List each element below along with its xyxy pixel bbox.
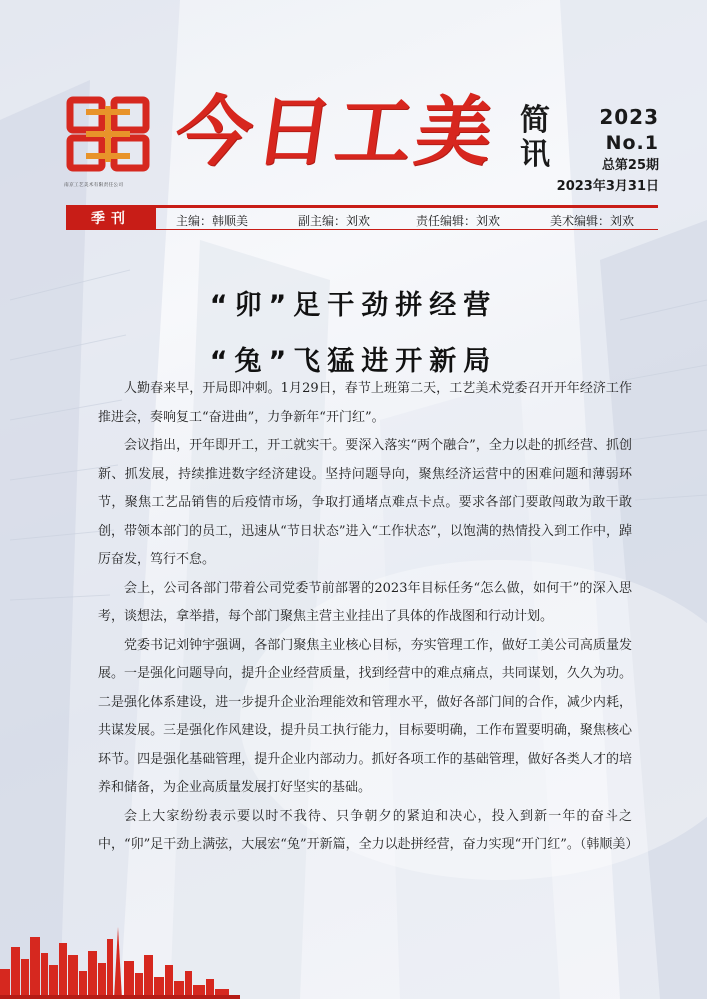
art-editor-credit: 美术编辑：刘欢 <box>550 214 635 228</box>
issue-number: No.1 <box>605 132 659 154</box>
issue-year: 2023 <box>599 105 659 129</box>
season-tag: 季刊 <box>66 208 156 230</box>
skyline-decoration-icon <box>0 925 240 999</box>
editor-bar <box>66 205 658 231</box>
chief-editor-credit: 主编：韩顺美 <box>176 214 249 228</box>
deputy-editor-credit: 副主编：刘欢 <box>298 214 371 228</box>
responsible-editor-credit: 责任编辑：刘欢 <box>416 214 501 228</box>
logo-caption: 南京工艺美术有限责任公司 <box>64 181 124 188</box>
masthead-subtitle-line1: 简 <box>520 103 550 138</box>
issue-total: 总第25期 <box>601 158 659 173</box>
article-paragraph: 会上，公司各部门带着公司党委节前部署的2023年目标任务“怎么做，如何干”的深入思考，谈想法，拿举措，每个部门聚焦主营主业挂出了具体的作战图和行动计划。 <box>98 580 632 624</box>
issue-date: 2023年3月31日 <box>556 179 659 194</box>
company-logo-icon <box>66 96 150 172</box>
article-body <box>98 375 639 860</box>
article-paragraph: 党委书记刘钟宇强调，各部门聚焦主业核心目标，夯实管理工作，做好工美公司高质量发展。一是强化问题导向，提升企业经营质量，找到经营中的难点痛点，共同谋划，久久为功。二是强化体系建设，进一步提升企业治理能效和管理水平，做好各部门间的合作，减少内耗，共谋发展。三是强化作风建设，提升员工执行能力，目标要明确，工作布置要明确，聚焦核心环节。四是强化基础管理，提升企业内部动力。抓好各项工作的基础管理，做好各类人才的培养和储备，为企业高质量发展打好坚实的基础。 <box>98 637 632 795</box>
headline-line-2: “兔”飞猛进开新局 <box>209 346 498 377</box>
headline-line-1: “卯”足干劲拼经营 <box>209 290 498 321</box>
masthead-subtitle-line2: 讯 <box>520 137 550 172</box>
article-paragraph: 会议指出，开年即开工，开工就实干。要深入落实“两个融合”，全力以赴的抓经营、抓创新、抓发展，持续推进数字经济建设。坚持问题导向，聚焦经济运营中的困难问题和薄弱环节，聚焦工艺品销售的后疫情市场，争取打通堵点难点卡点。要求各部门要敢闯敢为敢干敢创，带领本部门的员工，迅速从“节日状态”进入“工作状态”，以饱满的热情投入到工作中，踔厉奋发，笃行不怠。 <box>98 438 632 567</box>
masthead-title: 今日工美 <box>169 87 503 176</box>
article-paragraph: 会上大家纷纷表示要以时不我待、只争朝夕的紧迫和决心，投入到新一年的奋斗之中，“卯”足干劲上满弦，大展宏“兔”开新篇，全力以赴拼经营，奋力实现“开门红”。（韩顺美） <box>98 808 639 852</box>
editor-bar-bottom-rule <box>66 229 658 230</box>
issue-info <box>557 104 659 198</box>
article-paragraph: 人勤春来早，开局即冲刺。1月29日，春节上班第二天，工艺美术党委召开开年经济工作推进会，奏响复工“奋进曲”，力争新年“开门红”。 <box>98 381 632 425</box>
